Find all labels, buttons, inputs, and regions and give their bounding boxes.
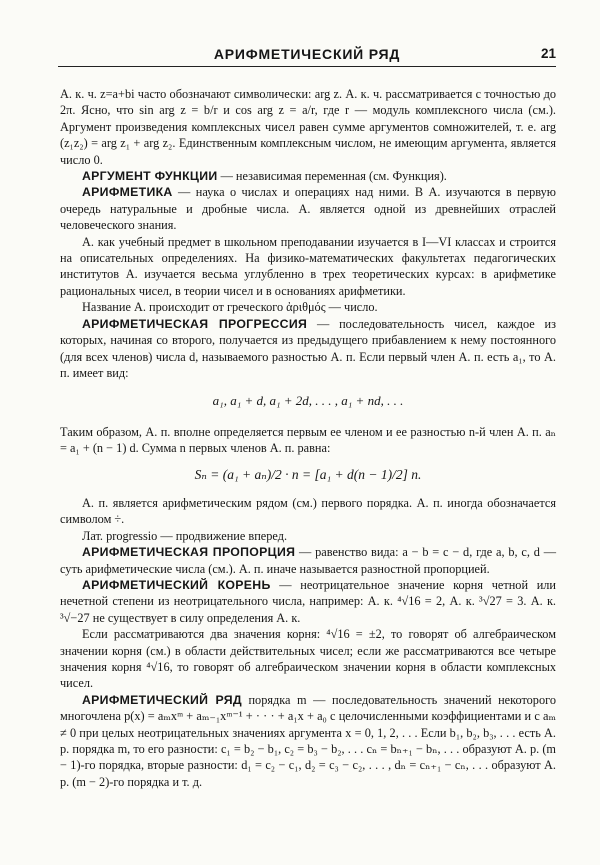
formula-progression-terms: a₁, a₁ + d, a₁ + 2d, . . . , a₁ + nd, . . . [212, 393, 404, 409]
entry-arifmeticheskiy-koren [60, 577, 556, 626]
entry-term: АРИФМЕТИЧЕСКАЯ ПРОГРЕССИЯ [82, 316, 308, 331]
paragraph-root-values: Если рассматриваются два значения корня: ⁴√16 = ±2, то говорят об алгебраическом значении корня (см.) в области действительных чисел; если же рассматриваются все четыре значения корня ⁴√16, то говорят об алгебраическом значении корня в области комплексных чисел. [60, 627, 556, 691]
entry-term: АРИФМЕТИЧЕСКИЙ РЯД [82, 692, 242, 707]
entry-arifmeticheskiy-ryad [60, 692, 556, 790]
entry-term: АРГУМЕНТ ФУНКЦИИ [82, 169, 218, 184]
page-header [58, 44, 556, 67]
entry-term: АРИФМЕТИКА [82, 185, 173, 200]
running-head: АРИФМЕТИЧЕСКИЙ РЯД [213, 46, 401, 62]
entry-text: — неотрицательное значение корня четной или нечетной степени из неотрицательного числа, например: А. к. ⁴√16 = 2, А. к. ³√27 = 3. А. к. ³√−27 не существует в силу определения А. к. [60, 577, 556, 625]
entry-term: АРИФМЕТИЧЕСКИЙ КОРЕНЬ [82, 577, 271, 592]
entry-arifmeticheskaya-proportsiya [60, 544, 556, 577]
entry-argument-funktsii [60, 168, 556, 184]
entry-text: — последовательность чисел, каждое из которых, начиная со второго, получается из предыдущего прибавлением к нему постоянного (для всех членов) числа d, называемого разностью А. п. Если первый член А. п. есть a₁, то А. п. имеет вид: [60, 316, 556, 380]
entry-arifmeticheskaya-progressiya [60, 316, 556, 382]
page-body [60, 86, 556, 790]
entry-text: — независимая переменная (см. Функция). [220, 169, 447, 184]
entry-term: АРИФМЕТИЧЕСКАЯ ПРОПОРЦИЯ [82, 545, 296, 560]
entry-text: — наука о числах и операциях над ними. В А. изучаются в первую очередь натуральные и дробные числа. А. является одной из древнейших отраслей человеческого знания. [60, 185, 556, 233]
paragraph-progression-symbol: А. п. является арифметическим рядом (см.) первого порядка. А. п. иногда обозначается символом ÷. [60, 495, 556, 527]
entry-text: порядка m — последовательность значений некоторого многочлена p(x) = aₘxᵐ + aₘ₋₁xᵐ⁻¹ + · · · + a₁x + a₀ с целочисленными коэффициентами и с aₘ ≠ 0 при целых неотрицательных значениях аргумента x = 0, 1, 2, . . . Если b₁, b₂, b₃, . . . есть А. р. порядка m, то его разности: c₁ = b₂ − b₁, c₂ = b₃ − b₂, . . . cₙ = bₙ₊₁ − bₙ, . . . образуют А. р. (m − 1)-го порядка, вторые разности: d₁ = c₂ − c₁, d₂ = c₃ − c₂, . . . , dₙ = cₙ₊₁ − cₙ, . . . образуют А. р. (m − 2)-го порядка и т. д. [60, 692, 556, 789]
entry-arifmetika [60, 184, 556, 233]
paragraph-etymology: Название А. происходит от греческого ἀριθμός — число. [82, 300, 378, 315]
page-number: 21 [540, 46, 556, 61]
formula-progression-sum: Sₙ = (a₁ + aₙ)/2 · n = [a₁ + d(n − 1)/2] n. [194, 466, 422, 482]
paragraph-argument-complex: А. к. ч. z=a+bi часто обозначают символически: arg z. А. к. ч. рассматривается с точностью до 2π. Ясно, что sin arg z = b/r и cos arg z = a/r, где r — модуль комплексного числа (см.). Аргумент произведения комплексных чисел равен сумме аргументов сомножителей, т. е. arg (z₁z₂) = arg z₁ + arg z₂. Единственным комплексным числом, не имеющим аргумента, является число 0. [60, 87, 556, 167]
entry-text: — равенство вида: a − b = c − d, где a, b, c, d — суть арифметические числа (см.). А. п. иначе называется разностной пропорцией. [60, 545, 556, 576]
paragraph-latin: Лат. progressio — продвижение вперед. [82, 528, 288, 543]
paragraph-school-subject: А. как учебный предмет в школьном преподавании изучается в I—VI классах и строится на описательных определениях. На физико-математических факультетах педагогических институтов А. изучается весьма углубленно в трех теоретических курсах: в арифметике рациональных чисел, в теории чисел и в основаниях арифметики. [60, 234, 556, 298]
paragraph-nth-term: Таким образом, А. п. вполне определяется первым ее членом и ее разностью n-й член А. п. aₙ = a₁ + (n − 1) d. Сумма n первых членов А. п. равна: [60, 424, 556, 456]
